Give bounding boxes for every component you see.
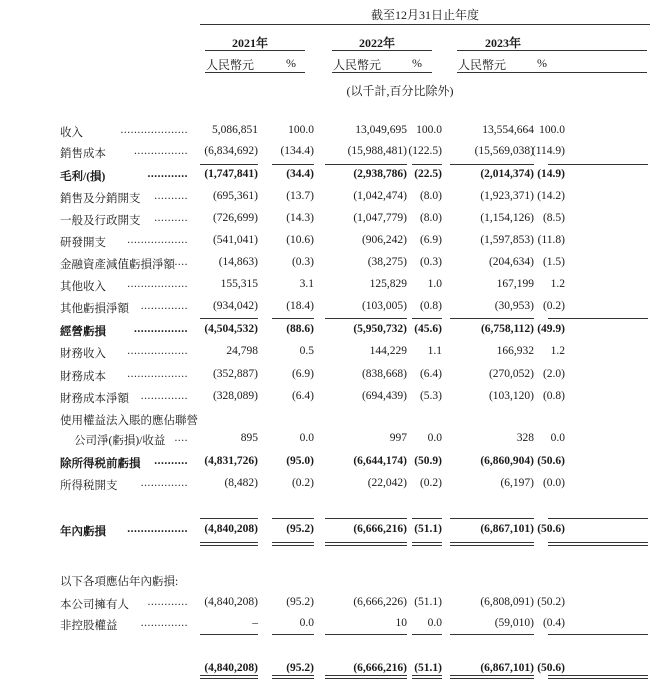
subtotal-rule	[200, 164, 258, 165]
leader-dots-box	[175, 256, 189, 268]
percent-cell: (88.6)	[286, 323, 314, 335]
percent-cell: 0.0	[299, 617, 314, 629]
percent-cell: (50.6)	[537, 662, 565, 674]
leader-dots: ............	[147, 596, 188, 608]
percent-cell: (0.4)	[542, 617, 565, 629]
leader-dots: ............	[147, 168, 188, 180]
total-double-rule	[548, 542, 648, 546]
row-label: 其他虧損淨額	[60, 303, 129, 315]
percent-cell: (95.2)	[286, 662, 314, 674]
leader-dots: ..................	[127, 234, 188, 246]
percent-cell: (0.8)	[542, 390, 565, 402]
amount-cell: 895	[240, 432, 258, 444]
leader-dots: ..............	[140, 477, 188, 489]
amount-cell: (14,863)	[218, 256, 258, 268]
leader-dots: ..................	[127, 523, 188, 535]
row-label: 公司淨(虧損)/收益	[74, 435, 166, 447]
row-label: 一般及行政開支	[60, 215, 141, 227]
percent-cell: (95.0)	[286, 455, 314, 467]
subtotal-rule	[272, 164, 314, 165]
leader-dots-box	[127, 345, 188, 357]
subtotal-rule	[548, 318, 648, 319]
percent-cell: (95.2)	[286, 523, 314, 535]
period-title: 截至12月31日止年度	[370, 8, 479, 22]
amount-cell: (38,275)	[367, 256, 407, 268]
leader-dots: ....	[174, 256, 188, 268]
row-label: 經營虧損	[60, 326, 106, 338]
row-label: 研發開支	[60, 237, 106, 249]
amount-cell: (838,668)	[361, 368, 407, 380]
leader-dots-box	[148, 168, 189, 180]
amount-cell: (1,747,841)	[204, 168, 258, 180]
subtotal-rule	[325, 164, 407, 165]
amount-cell: (726,699)	[212, 212, 258, 224]
amount-cell: (6,867,101)	[480, 523, 534, 535]
amount-cell: (6,758,112)	[480, 323, 534, 335]
amount-cell: 155,315	[220, 278, 258, 290]
leader-dots: ..................	[127, 278, 188, 290]
percent-cell: (0.3)	[419, 256, 442, 268]
leader-dots: ..........	[154, 212, 188, 224]
amount-cell: 13,049,695	[355, 124, 407, 136]
leader-dots: ................	[134, 145, 188, 157]
amount-cell: (15,988,481)	[347, 145, 407, 157]
percent-cell: 0.5	[299, 345, 314, 357]
row-label: 財務收入	[60, 348, 106, 360]
total-rule	[412, 518, 442, 519]
amount-cell: (1,597,853)	[480, 234, 534, 246]
leader-dots-box	[154, 455, 188, 467]
total-double-rule	[325, 542, 407, 546]
row-label: 本公司擁有人	[60, 599, 129, 611]
total-rule	[450, 634, 534, 635]
subtotal-rule	[412, 164, 442, 165]
leader-dots-box	[175, 432, 189, 444]
percent-cell: (50.6)	[537, 523, 565, 535]
percent-cell: (0.2)	[542, 300, 565, 312]
amount-cell: 997	[389, 432, 407, 444]
leader-dots: ..................	[127, 345, 188, 357]
leader-dots-box	[127, 523, 188, 535]
row-label: 收入	[60, 127, 83, 139]
leader-dots-box	[127, 234, 188, 246]
total-rule	[200, 518, 258, 519]
row-label: 所得税開支	[60, 480, 118, 492]
percent-cell: (134.4)	[280, 145, 314, 157]
amount-cell: 10	[395, 617, 407, 629]
percent-cell: (0.0)	[542, 477, 565, 489]
col-rule	[332, 72, 432, 73]
leader-dots: ..................	[127, 368, 188, 380]
total-double-rule	[200, 675, 258, 679]
percent-cell: (10.6)	[286, 234, 314, 246]
percent-cell: 1.1	[427, 345, 442, 357]
amount-cell: (5,950,732)	[353, 323, 407, 335]
row-label: 其他收入	[60, 281, 106, 293]
year-rule-2023	[457, 50, 647, 51]
percent-cell: 1.2	[550, 278, 565, 290]
amount-cell: (270,052)	[488, 368, 534, 380]
leader-dots-box	[141, 617, 188, 629]
percent-cell: (6.4)	[419, 368, 442, 380]
subtotal-rule	[450, 164, 534, 165]
percent-cell: 100.0	[416, 124, 442, 136]
total-double-rule	[450, 542, 534, 546]
amount-cell: (4,504,532)	[204, 323, 258, 335]
amount-cell: (30,953)	[494, 300, 534, 312]
amount-cell: (103,005)	[361, 300, 407, 312]
percent-cell: (13.7)	[286, 190, 314, 202]
amount-cell: 5,086,851	[212, 124, 258, 136]
percent-cell: 0.0	[550, 432, 565, 444]
percent-cell: (122.5)	[408, 145, 442, 157]
total-rule	[272, 634, 314, 635]
percent-cell: (8.5)	[542, 212, 565, 224]
percent-header-2021: %	[286, 56, 296, 70]
header-rule	[200, 24, 650, 25]
percent-cell: 1.0	[427, 278, 442, 290]
percent-cell: 0.0	[299, 432, 314, 444]
amount-cell: (8,482)	[224, 477, 258, 489]
percent-cell: (5.3)	[419, 390, 442, 402]
amount-cell: (694,439)	[361, 390, 407, 402]
row-label: 使用權益法入賬的應佔聯營	[60, 415, 198, 427]
percent-cell: (6.9)	[419, 234, 442, 246]
total-rule	[450, 518, 534, 519]
percent-cell: (11.8)	[537, 234, 565, 246]
leader-dots-box	[141, 390, 188, 402]
total-double-rule	[272, 542, 314, 546]
percent-cell: (34.4)	[286, 168, 314, 180]
amount-cell: (4,831,726)	[204, 455, 258, 467]
percent-cell: (8.0)	[419, 212, 442, 224]
leader-dots: ....................	[120, 124, 188, 136]
percent-cell: (0.3)	[291, 256, 314, 268]
percent-cell: (0.2)	[419, 477, 442, 489]
percent-cell: 0.0	[427, 432, 442, 444]
row-label: 財務成本淨額	[60, 393, 129, 405]
currency-header-2021: 人民幣元	[206, 58, 255, 72]
amount-cell: (103,120)	[488, 390, 534, 402]
percent-cell: (0.8)	[419, 300, 442, 312]
leader-dots: ................	[134, 323, 188, 335]
percent-cell: (51.1)	[414, 596, 442, 608]
amount-cell: (1,047,779)	[353, 212, 407, 224]
percent-cell: (14.3)	[286, 212, 314, 224]
total-double-rule	[412, 542, 442, 546]
percent-cell: (8.0)	[419, 190, 442, 202]
leader-dots-box	[154, 212, 188, 224]
leader-dots-box	[121, 124, 189, 136]
total-double-rule	[272, 675, 314, 679]
row-label: 以下各項應佔年內虧損:	[60, 576, 179, 588]
percent-cell: (114.9)	[531, 145, 565, 157]
row-label: 銷售及分銷開支	[60, 193, 141, 205]
amount-cell: –	[252, 617, 258, 629]
leader-dots: ..........	[154, 190, 188, 202]
amount-cell: 13,554,664	[482, 124, 534, 136]
subtotal-rule	[325, 318, 407, 319]
leader-dots-box	[154, 190, 188, 202]
amount-cell: (352,887)	[212, 368, 258, 380]
percent-cell: (6.9)	[291, 368, 314, 380]
amount-cell: (328,089)	[212, 390, 258, 402]
percent-cell: (18.4)	[286, 300, 314, 312]
year-rule-2022	[332, 50, 432, 51]
amount-cell: (6,666,216)	[353, 523, 407, 535]
amount-cell: (22,042)	[367, 477, 407, 489]
amount-cell: (6,197)	[500, 477, 534, 489]
amount-cell: (204,634)	[488, 256, 534, 268]
percent-cell: (51.1)	[414, 523, 442, 535]
percent-cell: 100.0	[288, 124, 314, 136]
amount-cell: 24,798	[226, 345, 258, 357]
total-rule	[325, 634, 407, 635]
total-double-rule	[450, 675, 534, 679]
leader-dots-box	[127, 278, 188, 290]
leader-dots: ..............	[140, 390, 188, 402]
amount-cell: 167,199	[496, 278, 534, 290]
percent-cell: 0.0	[427, 617, 442, 629]
row-label: 毛利/(損)	[60, 171, 106, 183]
total-rule	[412, 634, 442, 635]
total-double-rule	[200, 542, 258, 546]
currency-header-2023: 人民幣元	[458, 58, 507, 72]
percent-cell: (1.5)	[542, 256, 565, 268]
percent-cell: (45.6)	[414, 323, 442, 335]
leader-dots-box	[148, 596, 189, 608]
amount-cell: (4,840,208)	[204, 662, 258, 674]
amount-cell: (1,923,371)	[480, 190, 534, 202]
currency-header-2022: 人民幣元	[333, 58, 382, 72]
subtotal-rule	[272, 318, 314, 319]
amount-cell: 125,829	[369, 278, 407, 290]
percent-cell: (50.9)	[414, 455, 442, 467]
percent-cell: (6.4)	[291, 390, 314, 402]
amount-cell: (15,569,038)	[474, 145, 534, 157]
amount-cell: (6,834,692)	[204, 145, 258, 157]
percent-cell: (2.0)	[542, 368, 565, 380]
subtotal-rule	[412, 318, 442, 319]
amount-cell: (4,840,208)	[204, 523, 258, 535]
col-rule	[205, 72, 305, 73]
year-rule-2021	[205, 50, 305, 51]
total-double-rule	[325, 675, 407, 679]
amount-cell: (6,644,174)	[353, 455, 407, 467]
leader-dots-box	[141, 300, 188, 312]
amount-cell: (6,666,216)	[353, 662, 407, 674]
leader-dots-box	[134, 145, 188, 157]
row-label: 金融資產減值虧損淨額	[60, 259, 175, 271]
row-label: 銷售成本	[60, 148, 106, 160]
subtotal-rule	[548, 164, 648, 165]
amount-cell: (4,840,208)	[204, 596, 258, 608]
amount-cell: (6,860,904)	[480, 455, 534, 467]
leader-dots-box	[127, 368, 188, 380]
percent-cell: (95.2)	[286, 596, 314, 608]
total-double-rule	[548, 675, 648, 679]
col-rule	[457, 72, 647, 73]
percent-header-2022: %	[412, 56, 422, 70]
row-label: 年內虧損	[60, 526, 106, 538]
percent-cell: (51.1)	[414, 662, 442, 674]
total-rule	[548, 518, 648, 519]
percent-cell: (22.5)	[414, 168, 442, 180]
amount-cell: 328	[516, 432, 534, 444]
amount-cell: (6,666,226)	[353, 596, 407, 608]
leader-dots: ....	[174, 432, 188, 444]
subtotal-rule	[200, 318, 258, 319]
amount-cell: (6,867,101)	[480, 662, 534, 674]
amount-cell: (934,042)	[212, 300, 258, 312]
leader-dots-box	[141, 477, 188, 489]
amount-cell: (2,014,374)	[480, 168, 534, 180]
total-rule	[272, 518, 314, 519]
percent-cell: 100.0	[539, 124, 565, 136]
percent-cell: (0.2)	[291, 477, 314, 489]
amount-cell: 166,932	[496, 345, 534, 357]
amount-cell: (906,242)	[361, 234, 407, 246]
amount-cell: 144,229	[369, 345, 407, 357]
amount-cell: (1,154,126)	[480, 212, 534, 224]
total-rule	[548, 634, 648, 635]
total-rule	[200, 634, 258, 635]
leader-dots: ..............	[140, 300, 188, 312]
percent-cell: (50.6)	[537, 455, 565, 467]
unit-note: (以千計,百分比除外)	[346, 84, 454, 98]
leader-dots: ..............	[140, 617, 188, 629]
percent-cell: 1.2	[550, 345, 565, 357]
amount-cell: (695,361)	[212, 190, 258, 202]
amount-cell: (59,010)	[494, 617, 534, 629]
leader-dots-box	[134, 323, 188, 335]
amount-cell: (6,808,091)	[480, 596, 534, 608]
total-double-rule	[412, 675, 442, 679]
row-label: 財務成本	[60, 371, 106, 383]
amount-cell: (1,042,474)	[353, 190, 407, 202]
percent-cell: (49.9)	[537, 323, 565, 335]
subtotal-rule	[450, 318, 534, 319]
leader-dots: ..........	[154, 455, 188, 467]
percent-cell: 3.1	[299, 278, 314, 290]
amount-cell: (2,938,786)	[353, 168, 407, 180]
row-label: 除所得税前虧損	[60, 458, 141, 470]
year-2023: 2023年	[484, 36, 521, 50]
year-2021: 2021年	[231, 36, 268, 50]
percent-header-2023: %	[537, 56, 547, 70]
percent-cell: (50.2)	[537, 596, 565, 608]
year-2022: 2022年	[358, 36, 395, 50]
row-label: 非控股權益	[60, 620, 118, 632]
amount-cell: (541,041)	[212, 234, 258, 246]
total-rule	[325, 518, 407, 519]
percent-cell: (14.2)	[537, 190, 565, 202]
percent-cell: (14.9)	[537, 168, 565, 180]
